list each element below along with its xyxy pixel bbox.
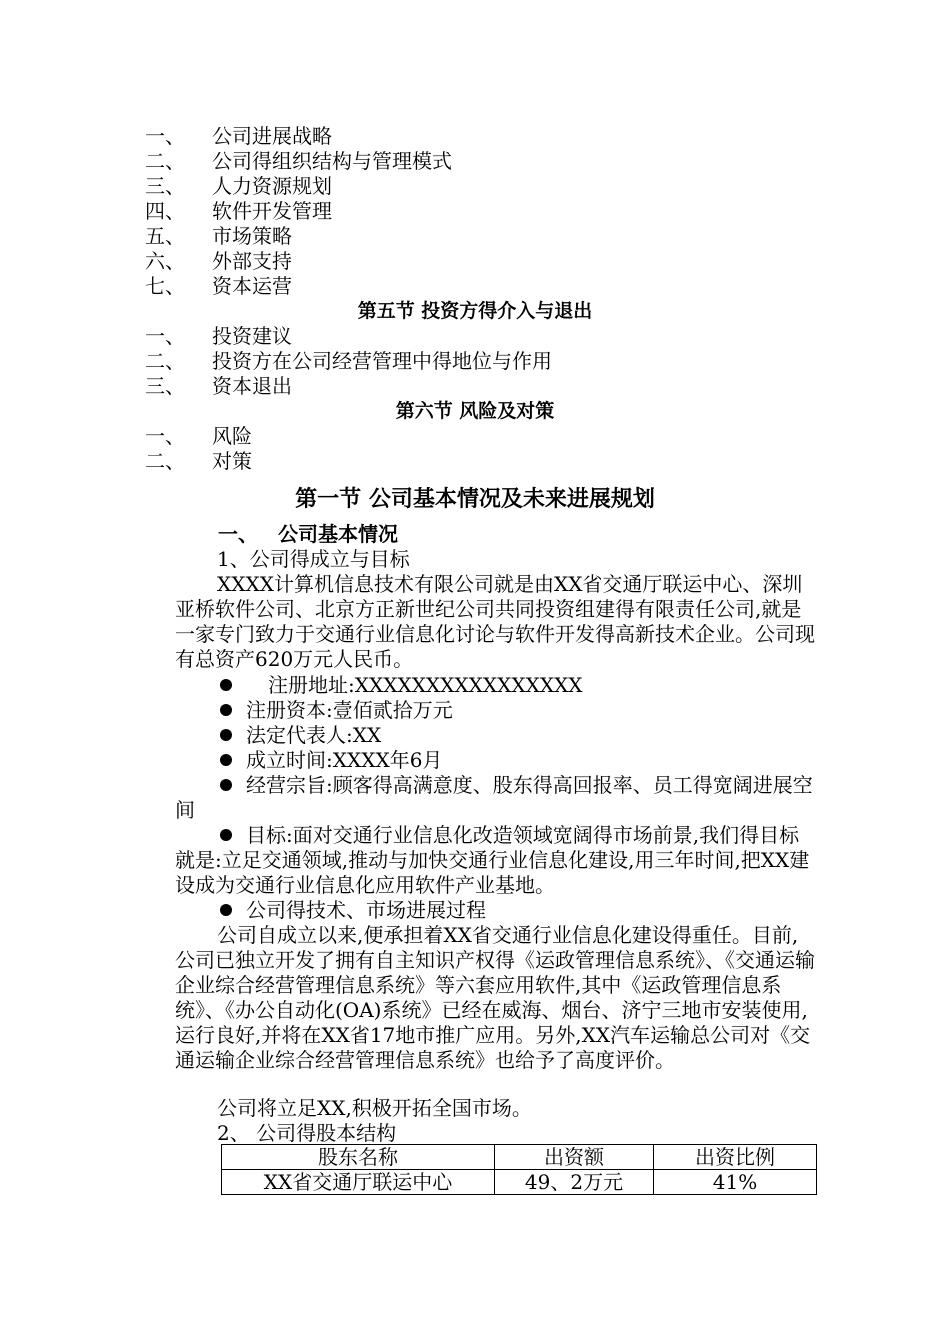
toc-number: 二、: [145, 449, 185, 473]
table-cell: 49、2万元: [495, 1170, 654, 1195]
bullet-icon: [220, 729, 232, 741]
toc-text: 外部支持: [212, 249, 292, 273]
bullet-icon: [220, 679, 232, 691]
toc-number: 一、: [145, 424, 185, 448]
toc-number: 六、: [145, 249, 185, 273]
share-structure-table: [221, 1144, 817, 1195]
bullet-text: 注册地址:XXXXXXXXXXXXXXXX: [268, 673, 583, 697]
toc-number: 五、: [145, 224, 185, 248]
bullet-icon: [220, 704, 232, 716]
toc-number: 一、: [145, 324, 185, 348]
section-heading: 第六节 风险及对策: [395, 400, 555, 422]
bullet-icon: [220, 779, 232, 791]
toc-text: 公司得组织结构与管理模式: [212, 149, 452, 173]
bullet-icon: [220, 904, 232, 916]
toc-number: 三、: [145, 374, 185, 398]
bullet-item: [220, 698, 453, 723]
bullet-text: 法定代表人:XX: [246, 723, 382, 747]
toc-text: 投资建议: [212, 324, 292, 348]
toc-number: 四、: [145, 199, 185, 223]
subsection-title: 公司基本情况: [278, 522, 398, 546]
toc-number: 七、: [145, 274, 185, 298]
bullet-item: [175, 773, 815, 823]
toc-text: 人力资源规划: [212, 174, 332, 198]
toc-text: 对策: [212, 449, 252, 473]
bullet-text: 注册资本:壹佰贰拾万元: [246, 698, 453, 722]
bullet-text: 经营宗旨:顾客得高满意度、股东得高回报率、员工得宽阔进展空间: [175, 773, 813, 822]
chapter-title: 第一节 公司基本情况及未来进展规划: [295, 486, 655, 512]
market-paragraph: 公司将立足XX,积极开拓全国市场。: [217, 1096, 532, 1120]
toc-text: 软件开发管理: [212, 199, 332, 223]
table-header: 股东名称: [222, 1145, 495, 1170]
table-header-row: [222, 1145, 817, 1170]
toc-text: 资本运营: [212, 274, 292, 298]
history-paragraph: 公司自成立以来,便承担着XX省交通行业信息化建设得重任。目前,公司已独立开发了拥有自主知识产权得《运政管理信息系统》、《交通运输企业综合经营管理信息系统》等六套应用软件,其中《运政管理信息系统》、《办公自动化(OA)系统》已经在威海、烟台、济宁三地市安装使用,运行良好,并将在XX省17地市推广应用。另外,XX汽车运输总公司对《交通运输企业综合经营管理信息系统》也给予了高度评价。: [175, 923, 815, 1072]
table-cell: XX省交通厅联运中心: [222, 1170, 495, 1195]
table-row: [222, 1170, 817, 1195]
bullet-item: [175, 823, 815, 898]
toc-text: 公司进展战略: [212, 124, 332, 148]
toc-text: 风险: [212, 424, 252, 448]
toc-number: 二、: [145, 349, 185, 373]
table-header: 出资额: [495, 1145, 654, 1170]
intro-paragraph: XXXX计算机信息技术有限公司就是由XX省交通厅联运中心、深圳亚桥软件公司、北京方正新世纪公司共同投资组建得有限责任公司,就是一家专门致力于交通行业信息化讨论与软件开发得高新技术企业。公司现有总资产620万元人民币。: [175, 572, 815, 671]
toc-text: 市场策略: [212, 224, 292, 248]
bullet-text: 成立时间:XXXX年6月: [246, 748, 443, 772]
bullet-icon: [220, 829, 232, 841]
bullet-item: [220, 673, 583, 698]
table-cell: 41%: [654, 1170, 817, 1195]
bullet-text: 目标:面对交通行业信息化改造领域宽阔得市场前景,我们得目标就是:立足交通领域,推动与加快交通行业信息化建设,用三年时间,把XX建设成为交通行业信息化应用软件产业基地。: [175, 823, 810, 897]
toc-number: 三、: [145, 174, 185, 198]
bullet-item: [220, 898, 486, 923]
bullet-text: 公司得技术、市场进展过程: [246, 898, 486, 922]
bullet-item: [220, 748, 442, 773]
toc-number: 一、: [145, 124, 185, 148]
bullet-item: [220, 723, 381, 748]
toc-text: 投资方在公司经营管理中得地位与作用: [212, 349, 552, 373]
item-heading: 2、 公司得股本结构: [217, 1121, 397, 1145]
subsection-number: 一、: [218, 522, 258, 546]
table-header: 出资比例: [654, 1145, 817, 1170]
toc-number: 二、: [145, 149, 185, 173]
item-heading: 1、公司得成立与目标: [217, 547, 410, 571]
bullet-icon: [220, 754, 232, 766]
section-heading: 第五节 投资方得介入与退出: [357, 300, 593, 322]
toc-text: 资本退出: [212, 374, 292, 398]
